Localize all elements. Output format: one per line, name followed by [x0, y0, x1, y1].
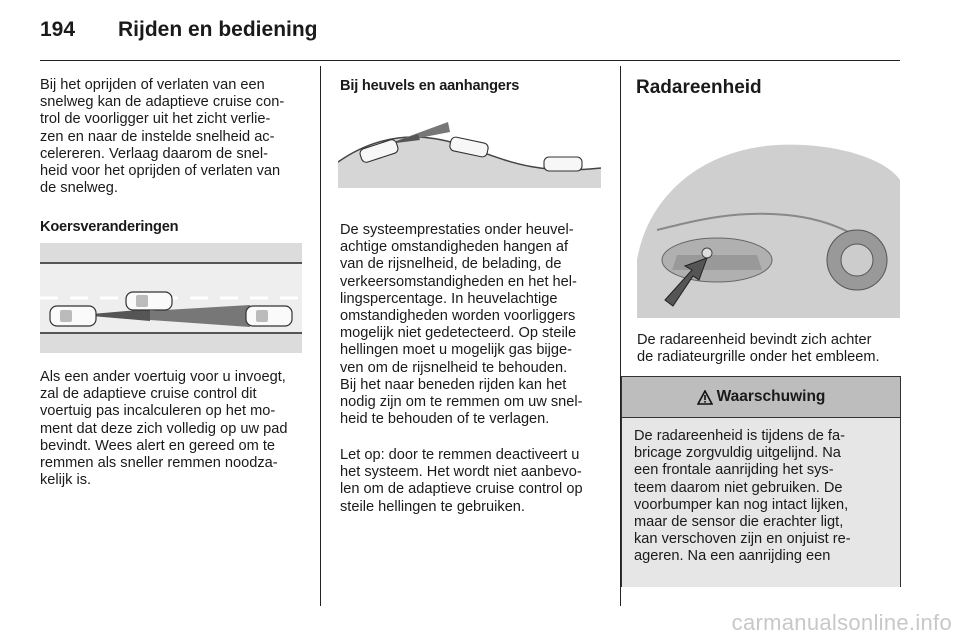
warning-box: [621, 376, 901, 587]
lane-change-illustration: [40, 243, 302, 353]
col2-subheading: Bij heuvels en aanhangers: [340, 78, 520, 94]
section-heading: Radareenheid: [636, 77, 762, 98]
warning-triangle-icon: [697, 390, 713, 405]
text-line: verkeersomstandigheden en het hel-: [340, 273, 577, 290]
text-line: hellingen moet u mogelijk gas bijge-: [340, 342, 573, 359]
text-line: kelijk is.: [40, 472, 92, 489]
column-divider-1: [320, 66, 321, 606]
text-line: Bij het naar beneden rijden kan het: [340, 376, 567, 393]
text-line: de radiateurgrille onder het embleem.: [637, 349, 880, 366]
text-line: ageren. Na een aanrijding een: [634, 548, 831, 565]
text-line: ven om de rijsnelheid te behouden.: [340, 359, 568, 376]
hills-illustration: [338, 104, 601, 188]
text-line: Bij het oprijden of verlaten van een: [40, 77, 265, 93]
text-line: steile hellingen te gebruiken.: [340, 498, 525, 515]
col3-paragraph-1: [637, 332, 902, 366]
text-line: zal de adaptieve cruise control dit: [40, 386, 257, 403]
text-line: Let op: door te remmen deactiveert u: [340, 447, 580, 463]
text-line: bricage zorgvuldig uitgelijnd. Na: [634, 445, 841, 462]
text-line: kan verschoven zijn en onjuist re-: [634, 531, 851, 548]
page-title: Rijden en bediening: [118, 18, 318, 41]
text-line: het systeem. Het wordt niet aanbevo-: [340, 464, 582, 481]
text-line: voorbumper kan nog intact lijken,: [634, 496, 849, 513]
text-line: heid te behouden of te verlagen.: [340, 411, 550, 428]
text-line: omstandigheden worden voorliggers: [340, 308, 576, 325]
text-line: snelweg kan de adaptieve cruise con-: [40, 94, 285, 111]
text-line: remmen als sneller remmen noodza-: [40, 455, 278, 472]
text-line: len om de adaptieve cruise control op: [340, 481, 583, 498]
watermark: carmanualsonline.info: [731, 610, 952, 635]
col2-paragraph-1: [340, 222, 605, 428]
text-line: achtige omstandigheden hangen af: [340, 239, 569, 256]
warning-title: Waarschuwing: [716, 388, 826, 405]
col2-paragraph-2: [340, 447, 605, 516]
warning-text: [622, 418, 900, 566]
text-line: mogelijk niet gedetecteerd. Op steile: [340, 325, 577, 342]
column-1: [40, 77, 305, 197]
text-line: maar de sensor die erachter ligt,: [634, 514, 844, 531]
header-divider: [40, 60, 900, 61]
text-line: trol de voorligger uit het zicht verlie-: [40, 111, 271, 128]
text-line: teem daarom niet gebruiken. De: [634, 479, 843, 496]
text-line: van de rijsnelheid, de belading, de: [340, 256, 562, 273]
text-line: Als een ander voertuig voor u invoegt,: [40, 369, 286, 385]
col1-paragraph-1: [40, 77, 305, 197]
text-line: ment dat deze zich volledig op uw pad: [40, 420, 288, 437]
text-line: lingspercentage. In heuvelachtige: [340, 290, 558, 307]
text-line: een frontale aanrijding het sys-: [634, 462, 834, 479]
col1-subheading: Koersveranderingen: [40, 219, 179, 235]
text-line: nodig zijn om te remmen om uw snel-: [340, 394, 583, 411]
text-line: de snelweg.: [40, 180, 118, 197]
text-line: zen en naar de instelde snelheid ac-: [40, 128, 275, 145]
radar-unit-illustration: [637, 110, 900, 318]
text-line: De radareenheid is tijdens de fa-: [634, 428, 845, 444]
text-line: De radareenheid bevindt zich achter: [637, 332, 872, 348]
text-line: De systeemprestaties onder heuvel-: [340, 222, 574, 238]
text-line: heid voor het oprijden of verlaten van: [40, 163, 281, 180]
warning-header: [622, 377, 900, 418]
col1-paragraph-2: [40, 369, 305, 489]
text-line: voertuig pas incalculeren op het mo-: [40, 403, 276, 420]
page-number: 194: [40, 18, 76, 41]
text-line: celereren. Verlaag daarom de snel-: [40, 145, 268, 162]
text-line: bevindt. Wees alert en gereed om te: [40, 437, 275, 454]
